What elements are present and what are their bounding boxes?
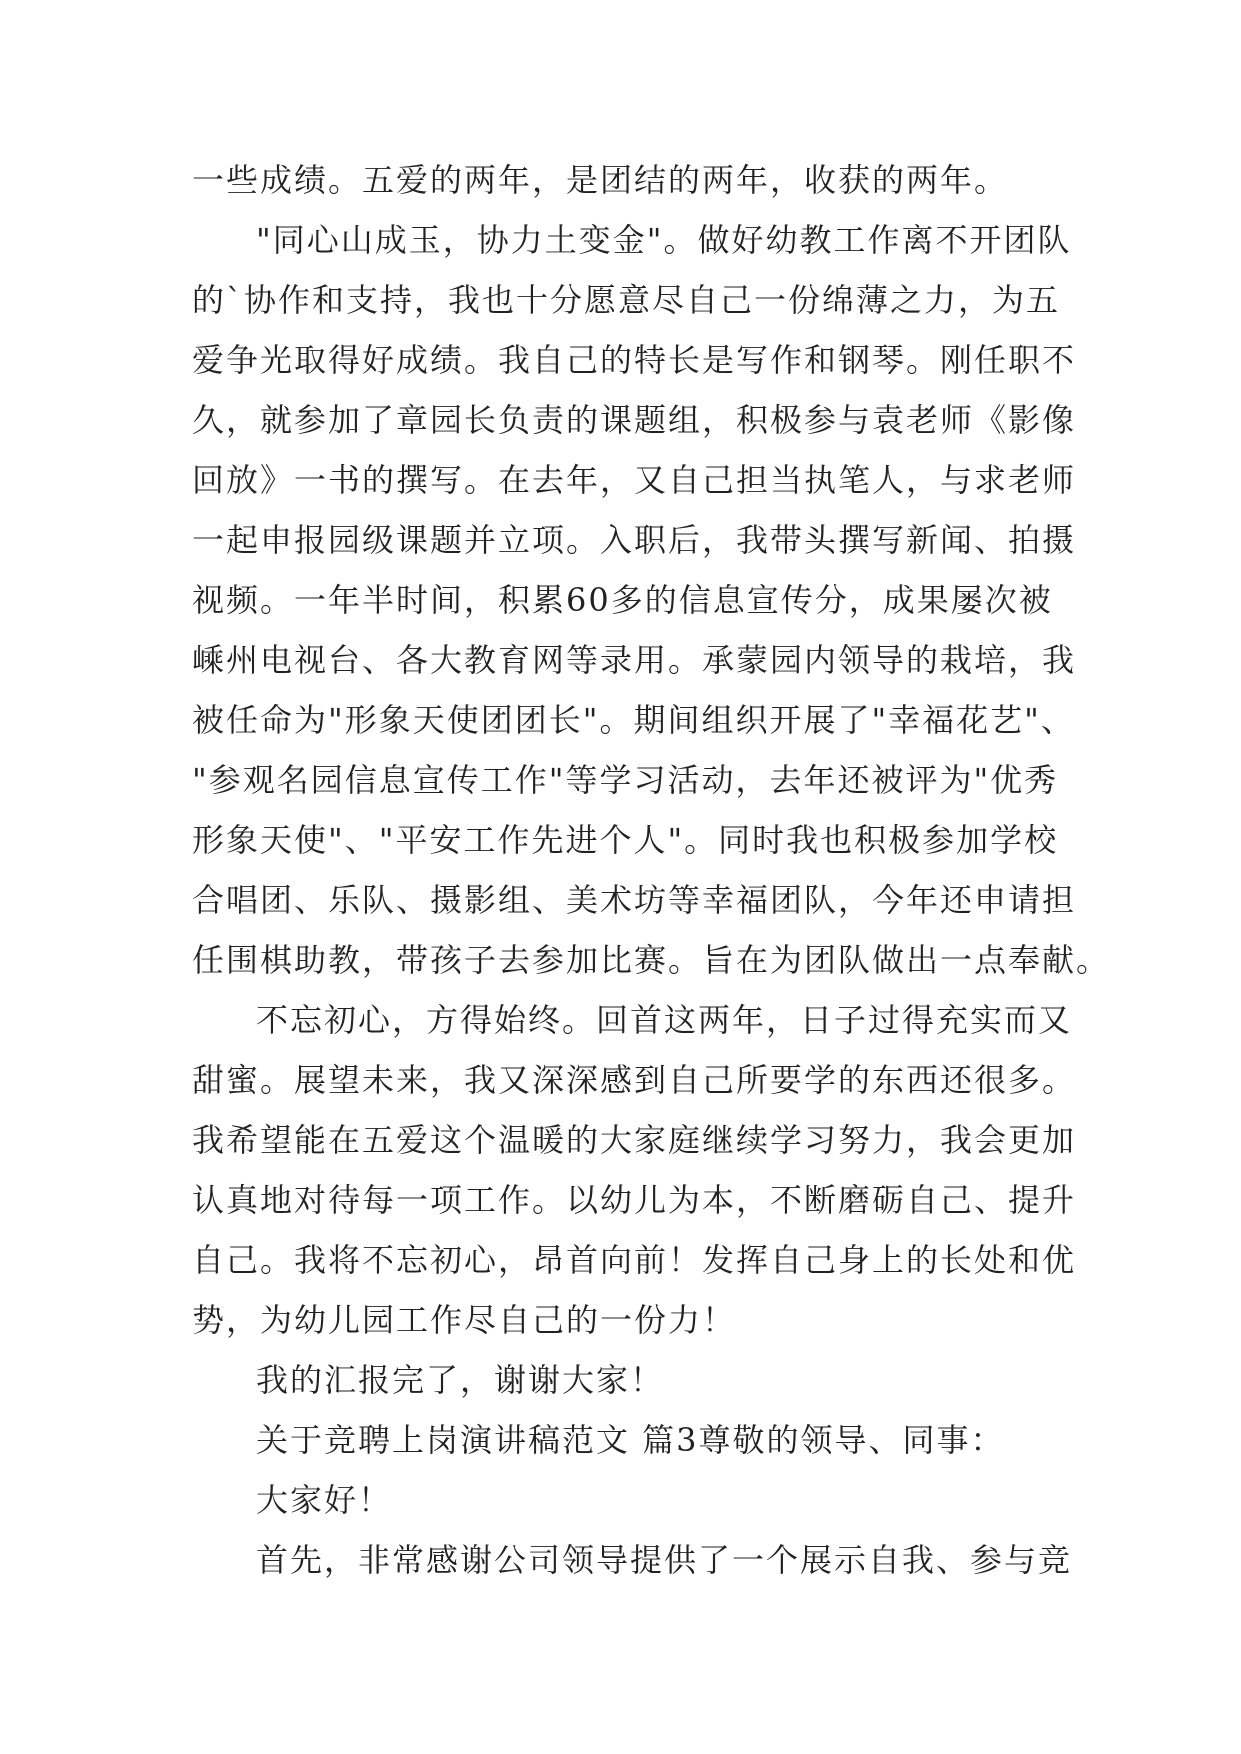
text-line: 视频。一年半时间，积累60多的信息宣传分，成果屡次被	[192, 581, 1053, 619]
text-line: 首先，非常感谢公司领导提供了一个展示自我、参与竞	[256, 1541, 1073, 1579]
text-line: 自己。我将不忘初心，昂首向前！发挥自己身上的长处和优	[192, 1241, 1077, 1279]
text-line: 合唱团、乐队、摄影组、美术坊等幸福团队，今年还申请担	[192, 881, 1077, 919]
text-line: 回放》一书的撰写。在去年，又自己担当执笔人，与求老师	[192, 461, 1077, 499]
text-line: 形象天使"、"平安工作先进个人"。同时我也积极参加学校	[192, 821, 1059, 859]
document-body	[192, 150, 1111, 1590]
text-line: 不忘初心，方得始终。回首这两年，日子过得充实而又	[256, 1001, 1073, 1039]
text-line: 我希望能在五爱这个温暖的大家庭继续学习努力，我会更加	[192, 1121, 1077, 1159]
text-line: 爱争光取得好成绩。我自己的特长是写作和钢琴。刚任职不	[192, 341, 1077, 379]
text-line: 我的汇报完了，谢谢大家！	[256, 1361, 665, 1399]
text-line: 任围棋助教，带孩子去参加比赛。旨在为团队做出一点奉献。	[192, 941, 1111, 979]
text-line: 的`协作和支持，我也十分愿意尽自己一份绵薄之力，为五	[192, 281, 1061, 319]
text-line: "参观名园信息宣传工作"等学习活动，去年还被评为"优秀	[192, 761, 1059, 799]
text-line: 嵊州电视台、各大教育网等录用。承蒙园内领导的栽培，我	[192, 641, 1077, 679]
text-line: 大家好！	[256, 1481, 393, 1519]
text-line: 关于竞聘上岗演讲稿范文 篇3尊敬的领导、同事：	[256, 1421, 1005, 1459]
text-line: 认真地对待每一项工作。以幼儿为本，不断磨砺自己、提升	[192, 1181, 1077, 1219]
text-line: 势，为幼儿园工作尽自己的一份力！	[192, 1301, 737, 1339]
text-line: 甜蜜。展望未来，我又深深感到自己所要学的东西还很多。	[192, 1061, 1077, 1099]
text-line: 一起申报园级课题并立项。入职后，我带头撰写新闻、拍摄	[192, 521, 1077, 559]
text-line: 久，就参加了章园长负责的课题组，积极参与袁老师《影像	[192, 401, 1077, 439]
text-line: 一些成绩。五爱的两年，是团结的两年，收获的两年。	[192, 161, 1009, 199]
text-line: "同心山成玉，协力土变金"。做好幼教工作离不开团队	[256, 221, 1072, 259]
text-line: 被任命为"形象天使团团长"。期间组织开展了"幸福花艺"、	[192, 701, 1075, 739]
